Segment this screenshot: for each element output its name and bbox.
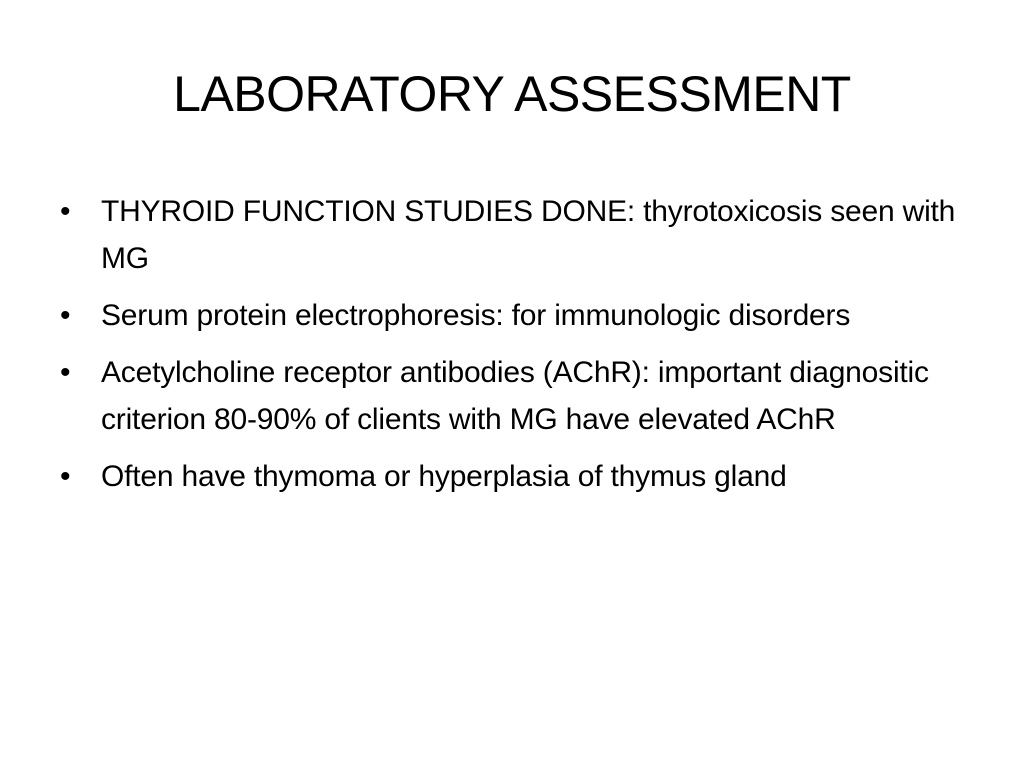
bullet-icon: • bbox=[60, 195, 71, 228]
bullet-text: Often have thymoma or hyperplasia of thymus gland bbox=[101, 460, 787, 493]
bullet-text: THYROID FUNCTION STUDIES DONE: thyrotoxicosis seen with MG bbox=[101, 195, 956, 275]
bullet-item-thymus bbox=[58, 453, 978, 500]
bullet-icon: • bbox=[60, 356, 71, 389]
bullet-item-thyroid bbox=[58, 188, 978, 282]
bullet-item-achr bbox=[58, 349, 978, 443]
bullet-item-serum-protein bbox=[58, 292, 978, 339]
slide-title: LABORATORY ASSESSMENT bbox=[173, 66, 851, 122]
bullet-icon: • bbox=[60, 299, 71, 332]
bullet-icon: • bbox=[60, 460, 71, 493]
bullet-text: Acetylcholine receptor antibodies (AChR): important diagnositic criterion 80-90% of clients with MG have elevated AChR bbox=[101, 356, 929, 436]
bullet-list bbox=[58, 188, 978, 510]
bullet-text: Serum protein electrophoresis: for immunologic disorders bbox=[101, 299, 851, 332]
